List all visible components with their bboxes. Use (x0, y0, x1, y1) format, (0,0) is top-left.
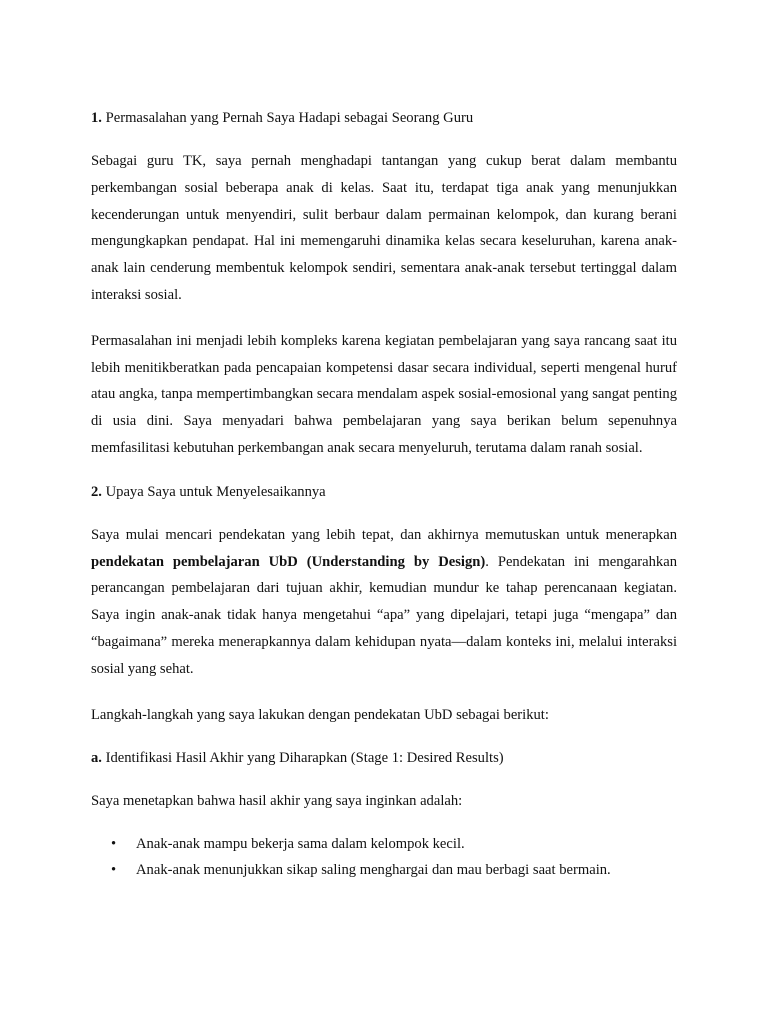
document-page (91, 105, 677, 884)
list-item-text: Anak-anak menunjukkan sikap saling menghargai dan mau berbagi saat bermain. (136, 862, 611, 879)
section-2-paragraph-lead: Saya mulai mencari pendekatan yang lebih tepat, dan akhirnya memutuskan untuk menerapkan (91, 526, 677, 543)
step-a-intro: Saya menetapkan bahwa hasil akhir yang saya inginkan adalah: (91, 792, 463, 809)
step-a-letter: a. (91, 749, 102, 766)
section-1-title: Permasalahan yang Pernah Saya Hadapi sebagai Seorang Guru (105, 110, 474, 126)
section-2-title: Upaya Saya untuk Menyelesaikannya (105, 483, 326, 500)
section-1-paragraph-2: Permasalahan ini menjadi lebih kompleks karena kegiatan pembelajaran yang saya rancang saat itu lebih menitikberatkan pada pencapaian kompetensi dasar secara individual, seperti mengenal huruf atau angka, tanpa mempertimbangkan secara mendalam aspek sosial-emosional yang sangat penting di usia dini. Saya menyadari bahwa pembelajaran yang saya berikan belum sepenuhnya memfasilitasi kebutuhan perkembangan anak secara menyeluruh, terutama dalam ranah sosial. (91, 332, 677, 456)
section-1-heading (91, 105, 677, 131)
section-2-heading (91, 479, 677, 505)
list-item (91, 857, 677, 884)
list-item-text: Anak-anak mampu bekerja sama dalam kelompok kecil. (136, 835, 465, 852)
ubd-emphasis: pendekatan pembelajaran UbD (Understanding by Design) (91, 553, 486, 570)
section-2-paragraph-1 (91, 522, 677, 683)
section-1-number: 1. (91, 110, 102, 126)
list-item (91, 831, 677, 858)
section-2-number: 2. (91, 483, 102, 500)
bullet-icon: • (111, 835, 117, 852)
section-2-paragraph-rest: . Pendekatan ini mengarahkan perancangan pembelajaran dari tujuan akhir, kemudian mundur ke tahap perencanaan kegiatan. Saya ingin anak-anak tidak hanya mengetahui “apa” yang dipelajari, tetapi juga “mengapa” dan “bagaimana” mereka menerapkannya dalam kehidupan nyata—dalam konteks ini, melalui interaksi sosial yang sehat. (91, 553, 678, 677)
step-a-heading (91, 745, 677, 771)
steps-intro: Langkah-langkah yang saya lakukan dengan pendekatan UbD sebagai berikut: (91, 706, 549, 723)
bullet-icon: • (111, 862, 117, 879)
section-1-paragraph-1: Sebagai guru TK, saya pernah menghadapi tantangan yang cukup berat dalam membantu perkembangan sosial beberapa anak di kelas. Saat itu, terdapat tiga anak yang menunjukkan kecenderungan untuk menyendiri, sulit berbaur dalam permainan kelompok, dan kurang berani mengungkapkan pendapat. Hal ini memengaruhi dinamika kelas secara keseluruhan, karena anak-anak lain cenderung membentuk kelompok sendiri, sementara anak-anak tersebut tertinggal dalam interaksi sosial. (91, 153, 677, 303)
desired-results-list (91, 831, 677, 884)
step-a-title: Identifikasi Hasil Akhir yang Diharapkan (Stage 1: Desired Results) (105, 749, 504, 766)
